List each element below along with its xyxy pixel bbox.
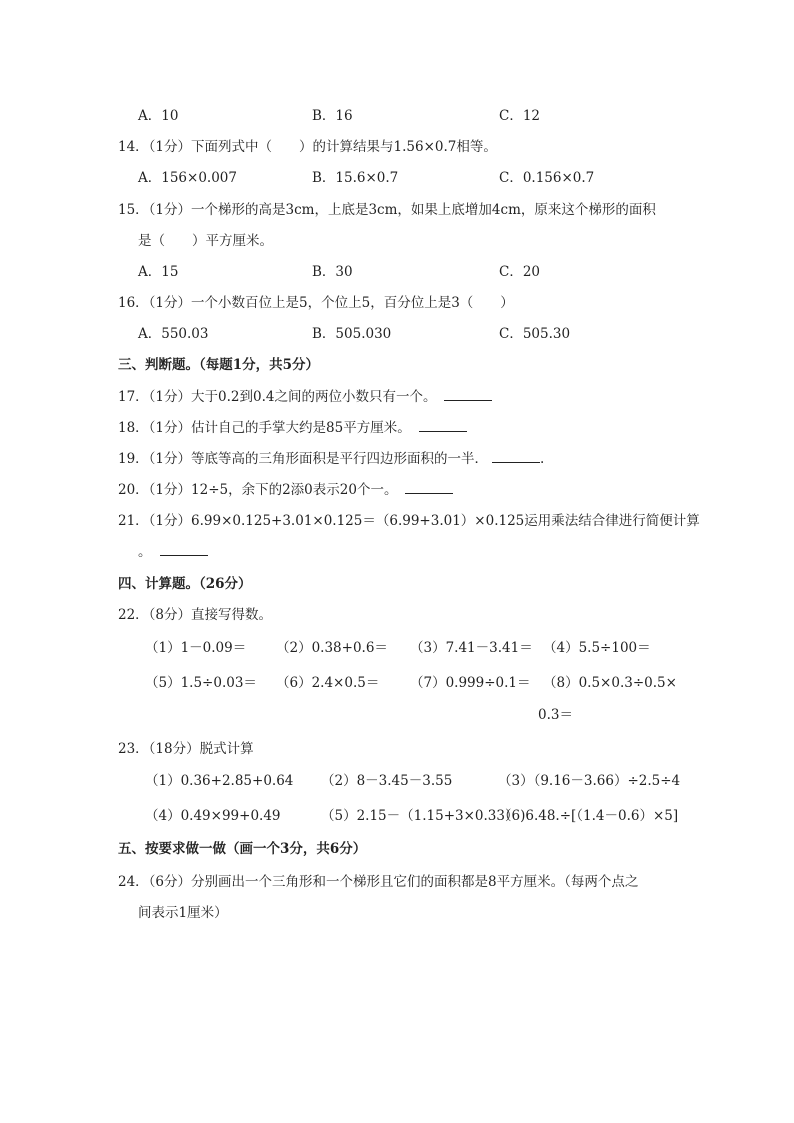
q15-option-a: A．15 bbox=[138, 264, 179, 280]
q15-stem-line2: 是（ ）平方厘米。 bbox=[138, 233, 273, 249]
q16-option-a: A．550.03 bbox=[138, 326, 209, 342]
q21-line1: 21．（1分）6.99×0.125+3.01×0.125＝（6.99+3.01）×0.125运用乘法结合律进行简便计算 bbox=[118, 513, 700, 529]
q16-option-b: B．505.030 bbox=[312, 326, 392, 342]
q14-option-b: B．15.6×0.7 bbox=[312, 170, 399, 186]
q17 bbox=[118, 385, 492, 405]
q14-option-c: C．0.156×0.7 bbox=[499, 170, 595, 186]
q22-stem: 22．（8分）直接写得数。 bbox=[118, 607, 273, 623]
q22-item-8: （8）0.5×0.3÷0.5× bbox=[543, 675, 677, 691]
q13-option-b: B．16 bbox=[312, 108, 353, 124]
q23-item-2: （2）8－3.45－3.55 bbox=[321, 773, 453, 789]
q24-line1: 24．（6分）分别画出一个三角形和一个梯形且它们的面积都是8平方厘米。（每两个点之 bbox=[118, 874, 639, 890]
q22-item-4: （4）5.5÷100＝ bbox=[543, 640, 651, 656]
q24-line2: 间表示1厘米） bbox=[138, 905, 228, 921]
q22-item-6: （6）2.4×0.5＝ bbox=[276, 675, 380, 691]
q23-item-5: （5）2.15－（1.15+3×0.33） bbox=[321, 808, 519, 824]
q22-item-2: （2）0.38+0.6＝ bbox=[276, 640, 388, 656]
q20 bbox=[118, 478, 453, 498]
q22-item-7: （7）0.999÷0.1＝ bbox=[410, 675, 531, 691]
q15-option-c: C．20 bbox=[499, 264, 541, 280]
q23-item-3: （3）（9.16－3.66）÷2.5÷4 bbox=[498, 773, 681, 789]
q19-answer-blank[interactable] bbox=[492, 450, 540, 463]
q22-item-1: （1）1－0.09＝ bbox=[145, 640, 247, 656]
q20-text: 20．（1分）12÷5，余下的2添0表示20个一。 bbox=[118, 482, 398, 498]
q16-stem: 16．（1分）一个小数百位上是5，个位上5，百分位上是3（ ） bbox=[118, 295, 514, 311]
q23-stem: 23．（18分）脱式计算 bbox=[118, 741, 254, 757]
q17-answer-blank[interactable] bbox=[444, 388, 492, 401]
q18-answer-blank[interactable] bbox=[419, 419, 467, 432]
section-4-heading: 四、计算题。（26分） bbox=[118, 576, 252, 592]
q18-text: 18．（1分）估计自己的手掌大约是85平方厘米。 bbox=[118, 420, 411, 436]
q21-line2 bbox=[138, 540, 208, 560]
q14-option-a: A．156×0.007 bbox=[138, 170, 237, 186]
section-3-heading: 三、判断题。（每题1分，共5分） bbox=[118, 357, 320, 373]
q23-item-6: （6)6.48.÷[（1.4－0.6）×5] bbox=[498, 808, 679, 824]
q21-answer-blank[interactable] bbox=[160, 543, 208, 556]
q18 bbox=[118, 416, 467, 436]
q16-option-c: C．505.30 bbox=[499, 326, 571, 342]
q19-text: 19．（1分）等底等高的三角形面积是平行四边形面积的一半． bbox=[118, 451, 489, 467]
q17-text: 17．（1分）大于0.2到0.4之间的两位小数只有一个。 bbox=[118, 389, 437, 405]
q19 bbox=[118, 447, 544, 467]
q14-stem: 14．（1分）下面列式中（ ）的计算结果与1.56×0.7相等。 bbox=[118, 139, 497, 155]
q15-stem-line1: 15．（1分）一个梯形的高是3cm，上底是3cm，如果上底增加4cm，原来这个梯形的面积 bbox=[118, 202, 656, 218]
q22-item-5: （5）1.5÷0.03＝ bbox=[145, 675, 257, 691]
q13-option-a: A．10 bbox=[138, 108, 179, 124]
q22-item-8-wrap: 0.3＝ bbox=[538, 707, 573, 723]
q19-end: . bbox=[540, 451, 545, 467]
section-5-heading: 五、按要求做一做（画一个3分，共6分） bbox=[118, 841, 367, 857]
q21-line2-text: 。 bbox=[138, 544, 152, 560]
q20-answer-blank[interactable] bbox=[405, 481, 453, 494]
q23-item-4: （4）0.49×99+0.49 bbox=[145, 808, 281, 824]
q13-option-c: C．12 bbox=[499, 108, 541, 124]
q22-item-3: （3）7.41－3.41＝ bbox=[410, 640, 533, 656]
q23-item-1: （1）0.36+2.85+0.64 bbox=[145, 773, 294, 789]
q15-option-b: B．30 bbox=[312, 264, 353, 280]
